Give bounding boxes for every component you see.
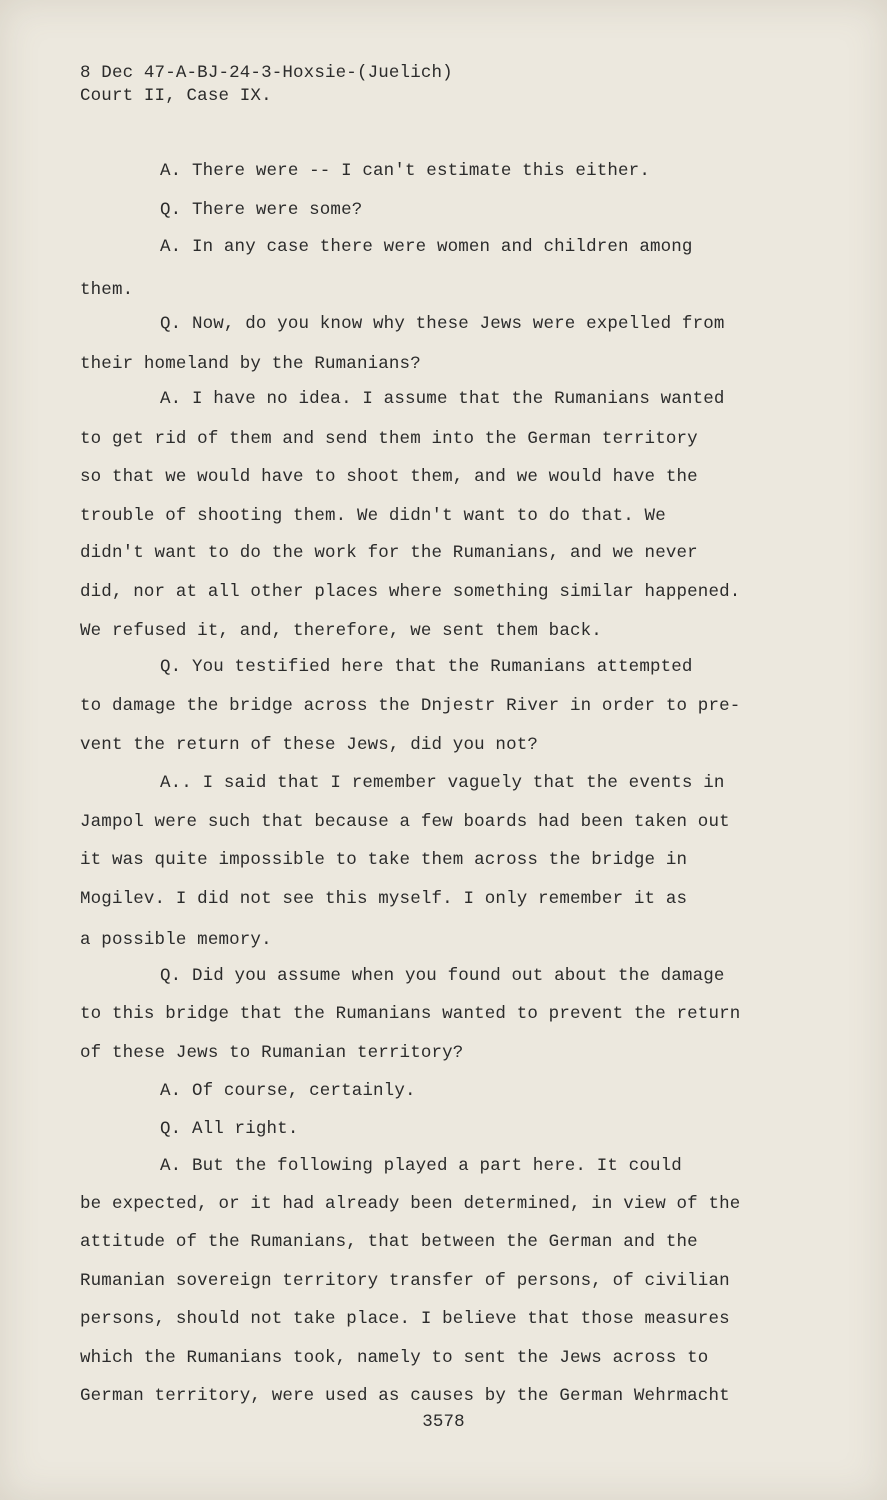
body-line: a possible memory.	[80, 930, 272, 950]
body-line: Q. There were some?	[160, 200, 363, 220]
body-line: did, nor at all other places where something similar happened.	[80, 582, 741, 602]
body-line: which the Rumanians took, namely to sent the Jews across to	[80, 1348, 709, 1368]
body-line: Q. You testified here that the Rumanians attempted	[160, 657, 693, 677]
body-line: Mogilev. I did not see this myself. I only remember it as	[80, 889, 688, 909]
body-line: so that we would have to shoot them, and we would have the	[80, 467, 698, 487]
body-line: of these Jews to Rumanian territory?	[80, 1043, 464, 1063]
header-line-2: Court II, Case IX.	[80, 86, 272, 106]
body-line: didn't want to do the work for the Rumanians, and we never	[80, 543, 698, 563]
body-line: We refused it, and, therefore, we sent them back.	[80, 621, 602, 641]
body-line: Q. Did you assume when you found out about the damage	[160, 966, 725, 986]
body-line: trouble of shooting them. We didn't want to do that. We	[80, 506, 666, 526]
body-line: A.. I said that I remember vaguely that the events in	[160, 773, 725, 793]
body-line: vent the return of these Jews, did you not?	[80, 735, 539, 755]
body-line: A. There were -- I can't estimate this either.	[160, 161, 650, 181]
body-line: them.	[80, 280, 134, 300]
body-line: A. I have no idea. I assume that the Rumanians wanted	[160, 389, 725, 409]
body-line: persons, should not take place. I believe that those measures	[80, 1309, 730, 1329]
body-line: to get rid of them and send them into the German territory	[80, 429, 698, 449]
body-line: be expected, or it had already been determined, in view of the	[80, 1194, 741, 1214]
body-line: A. Of course, certainly.	[160, 1081, 416, 1101]
page-number: 3578	[422, 1412, 465, 1432]
body-line: their homeland by the Rumanians?	[80, 354, 421, 374]
body-line: to this bridge that the Rumanians wanted to prevent the return	[80, 1004, 741, 1024]
body-line: Q. Now, do you know why these Jews were expelled from	[160, 314, 725, 334]
body-line: Rumanian sovereign territory transfer of persons, of civilian	[80, 1271, 730, 1291]
body-line: attitude of the Rumanians, that between the German and the	[80, 1232, 698, 1252]
body-line: A. In any case there were women and children among	[160, 237, 693, 257]
body-line: it was quite impossible to take them across the bridge in	[80, 850, 688, 870]
body-line: A. But the following played a part here. It could	[160, 1156, 682, 1176]
body-line: German territory, were used as causes by the German Wehrmacht	[80, 1386, 730, 1406]
body-line: Jampol were such that because a few boards had been taken out	[80, 812, 730, 832]
body-line: to damage the bridge across the Dnjestr River in order to pre-	[80, 696, 741, 716]
body-line: Q. All right.	[160, 1119, 299, 1139]
header-line-1: 8 Dec 47-A-BJ-24-3-Hoxsie-(Juelich)	[80, 63, 453, 83]
